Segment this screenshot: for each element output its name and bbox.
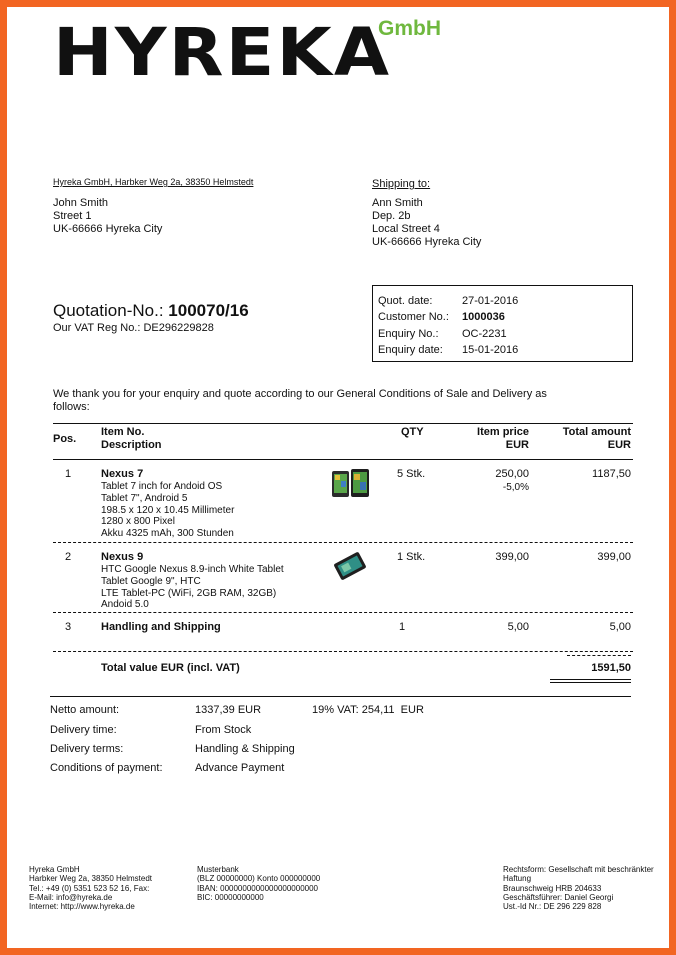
footer-line: IBAN: 0000000000000000000000: [197, 883, 318, 893]
footer-line: Internet: http://www.hyreka.de: [29, 902, 135, 912]
header-description: Description: [101, 439, 162, 451]
sender-line: Hyreka GmbH, Harbker Weg 2a, 38350 Helmstedt: [53, 177, 254, 187]
shipping-line: Local Street 4: [372, 223, 440, 235]
info-key: Enquiry No.:: [378, 328, 439, 340]
info-value: 27-01-2016: [462, 295, 519, 307]
table-row: [7, 466, 669, 541]
row-total: 5,00: [609, 621, 631, 633]
tablet-pair-icon: [330, 468, 372, 498]
payment-value: Advance Payment: [195, 762, 285, 774]
info-value: 1000036: [462, 311, 505, 323]
netto-label: Netto amount:: [50, 704, 120, 716]
quotation-info-box: [372, 285, 633, 362]
row-description: [101, 564, 284, 611]
row-qty: 5 Stk.: [397, 468, 426, 480]
row-price: 5,00: [507, 621, 529, 633]
row-item-name: Handling and Shipping: [101, 621, 221, 633]
footer-line: Rechtsform: Gesellschaft mit beschränkter: [503, 865, 654, 874]
header-total: [533, 426, 631, 452]
row-pos: 3: [65, 621, 72, 633]
quotation-title: [53, 301, 249, 321]
shipping-line: Ann Smith: [372, 197, 423, 209]
delivery-terms-label: Delivery terms:: [50, 743, 124, 755]
recipient-address: [53, 197, 162, 236]
header-price: [437, 426, 529, 452]
row-total: 399,00: [597, 551, 631, 563]
total-top-rule: [567, 655, 631, 656]
header-pos: Pos.: [53, 433, 77, 445]
desc-line: 1280 x 800 Pixel: [101, 516, 175, 528]
netto-value: 1337,39 EUR: [195, 704, 262, 716]
info-value: OC-2231: [462, 328, 507, 340]
header-item-no: Item No.: [101, 426, 145, 438]
delivery-terms-value: Handling & Shipping: [195, 743, 295, 755]
desc-line: Andoid 5.0: [101, 599, 149, 611]
recipient-line: UK-66666 Hyreka City: [53, 223, 163, 235]
shipping-heading: Shipping to:: [372, 178, 431, 190]
total-double-rule: [550, 679, 631, 680]
quotation-label: Quotation-No.:: [53, 301, 164, 320]
payment-label: Conditions of payment:: [50, 762, 163, 774]
table-row: [7, 619, 669, 641]
info-key: Quot. date:: [378, 295, 433, 307]
row-item-name: Nexus 9: [101, 551, 144, 563]
vat-reg: Our VAT Reg No.: DE296229828: [53, 322, 214, 334]
company-logo-suffix: GmbH: [378, 17, 441, 40]
intro-text: [53, 388, 547, 414]
header-item: [101, 426, 162, 452]
total-label: Total value EUR (incl. VAT): [101, 662, 240, 674]
summary-rule: [50, 696, 631, 697]
footer-line: Haftung: [503, 874, 532, 884]
desc-line: Tablet Google 9", HTC: [101, 575, 201, 587]
row-qty: 1 Stk.: [397, 551, 426, 563]
row-description: [101, 481, 234, 540]
recipient-line: John Smith: [53, 197, 109, 209]
company-logo: HYREKA: [53, 14, 392, 91]
header-qty: QTY: [401, 426, 424, 438]
header-total-label: Total amount: [562, 426, 631, 438]
intro-line: We thank you for your enquiry and quote according to our General Conditions of Sale and Delivery as: [53, 388, 547, 400]
quotation-number: 100070/16: [168, 301, 249, 320]
shipping-address: [372, 178, 481, 249]
row-divider: [53, 542, 633, 543]
row-pos: 1: [65, 468, 72, 480]
footer-legal: [503, 865, 654, 911]
desc-line: Tablet 7 inch for Andoid OS: [101, 481, 223, 492]
total-value: 1591,50: [591, 662, 631, 674]
footer-company: [29, 865, 152, 911]
row-qty: 1: [399, 621, 406, 633]
row-pos: 2: [65, 551, 72, 563]
intro-line: follows:: [53, 401, 90, 413]
header-price-label: Item price: [477, 426, 529, 438]
header-total-currency: EUR: [607, 439, 631, 451]
total-double-rule: [550, 682, 631, 683]
table-row: [7, 549, 669, 611]
desc-line: 198.5 x 120 x 10.45 Millimeter: [101, 504, 235, 516]
desc-line: Tablet 7", Android 5: [101, 492, 188, 504]
footer-line: Tel.: +49 (0) 5351 523 52 16, Fax:: [29, 883, 150, 893]
info-key: Enquiry date:: [378, 344, 443, 356]
info-key: Customer No.:: [378, 311, 449, 323]
table-header-rule: [53, 459, 633, 460]
footer-line: BIC: 00000000000: [197, 892, 264, 902]
row-price: 250,00: [495, 468, 529, 480]
row-total: 1187,50: [592, 468, 631, 480]
row-divider: [53, 612, 633, 613]
row-item-name: Nexus 7: [101, 468, 144, 480]
footer-bank: [197, 865, 320, 902]
row-discount: -5,0%: [502, 482, 529, 493]
desc-line: Akku 4325 mAh, 300 Stunden: [101, 528, 234, 540]
delivery-time-value: From Stock: [195, 724, 252, 736]
row-price: 399,00: [495, 551, 529, 563]
footer-line: E-Mail: info@hyreka.de: [29, 892, 113, 902]
footer-line: (BLZ 00000000) Konto 000000000: [197, 874, 321, 884]
desc-line: LTE Tablet-PC (WiFi, 2GB RAM, 32GB): [101, 587, 277, 599]
footer-line: Braunschweig HRB 204633: [503, 883, 602, 893]
footer-line: Musterbank: [197, 865, 239, 874]
footer-line: Geschäftsführer: Daniel Georgi: [503, 892, 614, 902]
footer-line: Ust.-Id Nr.: DE 296 229 828: [503, 902, 602, 912]
footer-line: Hyreka GmbH: [29, 865, 80, 874]
shipping-line: UK-66666 Hyreka City: [372, 236, 482, 248]
desc-line: HTC Google Nexus 8.9-inch White Tablet: [101, 564, 284, 575]
vat-amount: 19% VAT: 254,11 EUR: [312, 704, 424, 716]
table-top-rule: [53, 423, 633, 424]
tablet-icon: [332, 551, 368, 581]
footer-line: Harbker Weg 2a, 38350 Helmstedt: [29, 874, 153, 884]
delivery-time-label: Delivery time:: [50, 724, 117, 736]
shipping-line: Dep. 2b: [372, 210, 411, 222]
info-value: 15-01-2016: [462, 344, 519, 356]
recipient-line: Street 1: [53, 210, 92, 222]
total-divider: [53, 651, 633, 652]
header-price-currency: EUR: [505, 439, 529, 451]
